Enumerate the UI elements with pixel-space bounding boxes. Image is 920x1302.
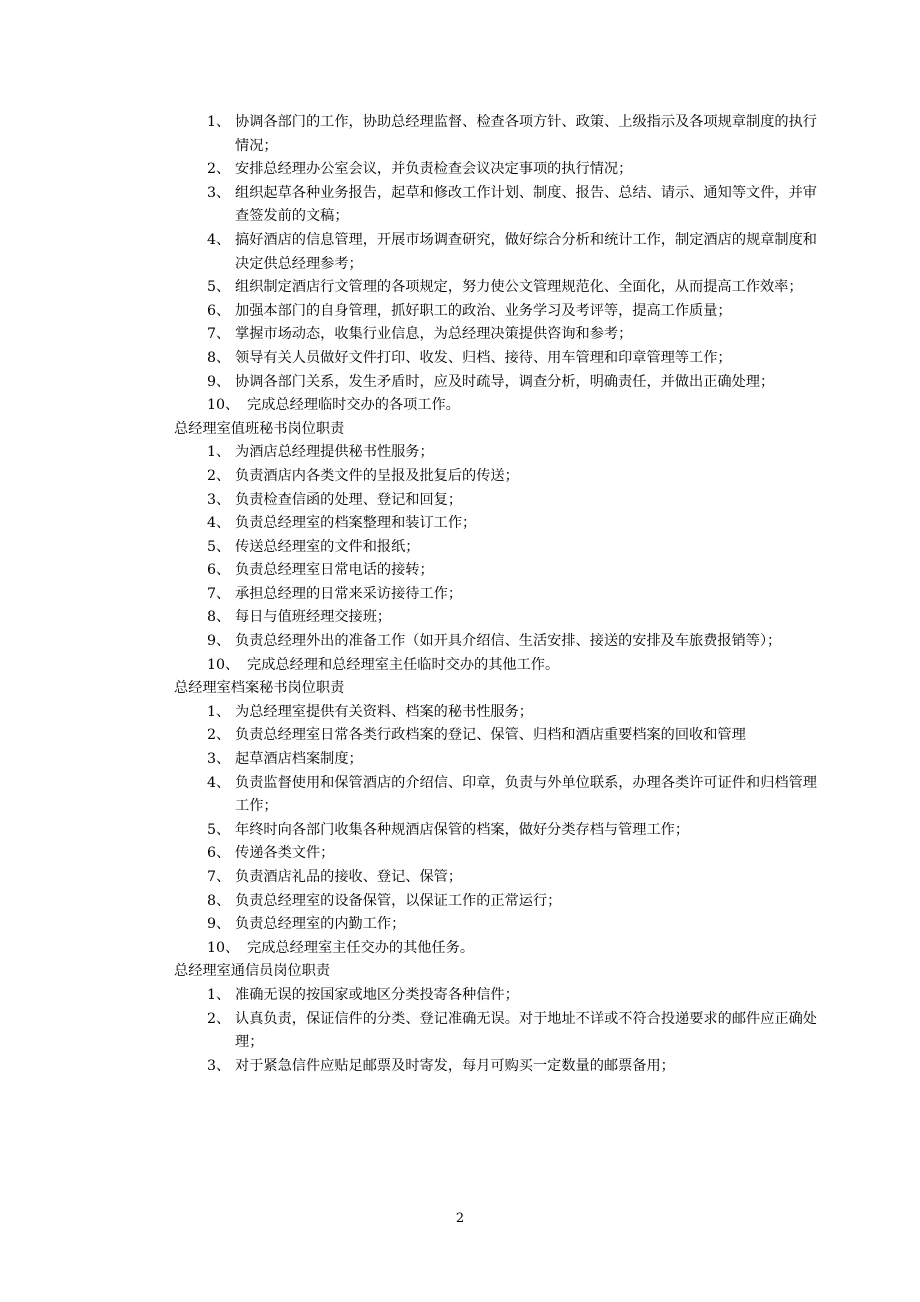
item-text: 掌握市场动态，收集行业信息，为总经理决策提供咨询和参考；	[235, 326, 633, 343]
item-text: 对于紧急信件应贴足邮票及时寄发，每月可购买一定数量的邮票备用；	[235, 1057, 675, 1074]
item-text: 搞好酒店的信息管理，开展市场调查研究，做好综合分析和统计工作，制定酒店的规章制度和决定供总经理参考；	[235, 231, 817, 272]
item-number: 6、	[207, 845, 231, 862]
item-text: 领导有关人员做好文件打印、收发、归档、接待、用车管理和印章管理等工作；	[235, 349, 732, 366]
list-item	[207, 654, 817, 678]
item-number: 5、	[207, 821, 231, 838]
item-text: 传递各类文件；	[235, 845, 335, 862]
item-number: 2、	[207, 727, 231, 744]
item-text: 安排总经理办公室会议，并负责检查会议决定事项的执行情况；	[235, 161, 633, 178]
item-text: 负责监督使用和保管酒店的介绍信、印章，负责与外单位联系，办理各类许可证件和归档管理工作；	[235, 774, 817, 815]
item-number: 2、	[207, 467, 231, 484]
item-number: 3、	[207, 751, 231, 768]
item-text: 加强本部门的自身管理，抓好职工的政治、业务学习及考评等，提高工作质量；	[235, 302, 732, 319]
item-text: 认真负责，保证信件的分类、登记准确无误。对于地址不详或不符合投递要求的邮件应正确处理；	[235, 1010, 817, 1051]
item-text: 协调各部门关系，发生矛盾时，应及时疏导，调查分析，明确责任，并做出正确处理；	[235, 373, 775, 390]
list-item	[207, 371, 817, 395]
list-item	[207, 1055, 817, 1079]
list-item	[207, 937, 817, 961]
item-number: 5、	[207, 279, 231, 296]
item-text: 负责总经理室日常各类行政档案的登记、保管、归档和酒店重要档案的回收和管理	[235, 727, 746, 744]
item-text: 负责总经理室日常电话的接转；	[235, 562, 434, 579]
list-item	[207, 323, 817, 347]
item-number: 8、	[207, 609, 231, 626]
section-heading: 总经理室通信员岗位职责	[174, 963, 331, 980]
item-number: 3、	[207, 491, 231, 508]
item-number: 7、	[207, 326, 231, 343]
item-number: 9、	[207, 633, 231, 650]
list-item	[207, 559, 817, 583]
list-item	[207, 347, 817, 371]
list-item	[207, 748, 817, 772]
list-item	[207, 465, 817, 489]
list-item	[207, 630, 817, 654]
item-text: 完成总经理室主任交办的其他任务。	[247, 939, 475, 956]
item-text: 起草酒店档案制度；	[235, 751, 363, 768]
list-item	[207, 182, 817, 229]
item-text: 负责总经理室的设备保管，以保证工作的正常运行；	[235, 892, 562, 909]
item-text: 负责总经理室的内勤工作；	[235, 916, 406, 933]
list-item	[207, 819, 817, 843]
list-item	[207, 394, 817, 418]
item-text: 年终时向各部门收集各种规酒店保管的档案，做好分类存档与管理工作；	[235, 821, 690, 838]
item-number: 9、	[207, 916, 231, 933]
item-number: 6、	[207, 562, 231, 579]
item-text: 完成总经理临时交办的各项工作。	[247, 397, 460, 414]
list-item	[207, 890, 817, 914]
item-text: 协调各部门的工作，协助总经理监督、检查各项方针、政策、上级指示及各项规章制度的执行情况；	[235, 114, 817, 154]
list-item	[207, 583, 817, 607]
list-item	[207, 229, 817, 276]
list-item	[207, 276, 817, 300]
list-item	[207, 1008, 817, 1055]
item-number: 2、	[207, 1010, 231, 1027]
list-item	[207, 724, 817, 748]
item-text: 完成总经理和总经理室主任临时交办的其他工作。	[247, 656, 560, 673]
item-number: 10、	[207, 656, 240, 673]
item-number: 10、	[207, 939, 240, 956]
item-text: 负责检查信函的处理、登记和回复；	[235, 491, 463, 508]
list-item	[207, 489, 817, 513]
item-text: 负责总经理室的档案整理和装订工作；	[235, 515, 477, 532]
list-item	[207, 536, 817, 560]
item-number: 3、	[207, 184, 231, 201]
item-text: 承担总经理的日常来采访接待工作；	[235, 585, 463, 602]
list-item	[207, 772, 817, 819]
list-item	[207, 300, 817, 324]
item-number: 9、	[207, 373, 231, 390]
item-number: 4、	[207, 515, 231, 532]
item-number: 4、	[207, 774, 231, 791]
page-number: 2	[455, 1211, 465, 1226]
item-number: 1、	[207, 986, 231, 1003]
document-body	[0, 111, 920, 1078]
item-text: 准确无误的按国家或地区分类投寄各种信件；	[235, 986, 519, 1003]
item-number: 10、	[207, 397, 240, 414]
item-text: 负责酒店礼品的接收、登记、保管；	[235, 869, 463, 885]
item-text: 组织起草各种业务报告，起草和修改工作计划、制度、报告、总结、请示、通知等文件，并审查签发前的文稿；	[235, 184, 817, 225]
item-number: 8、	[207, 349, 231, 366]
item-text: 为酒店总经理提供秘书性服务；	[235, 444, 434, 461]
item-number: 7、	[207, 869, 231, 885]
list-item	[207, 512, 817, 536]
item-number: 1、	[207, 703, 231, 720]
item-text: 负责酒店内各类文件的呈报及批复后的传送；	[235, 467, 519, 484]
list-item	[207, 158, 817, 182]
list-item	[207, 866, 817, 890]
item-number: 3、	[207, 1057, 231, 1074]
list-item	[207, 701, 817, 725]
item-text: 传送总经理室的文件和报纸；	[235, 538, 420, 555]
item-number: 1、	[207, 444, 231, 461]
item-number: 8、	[207, 892, 231, 909]
section-heading: 总经理室档案秘书岗位职责	[174, 680, 345, 697]
list-item	[207, 842, 817, 866]
item-text: 为总经理室提供有关资料、档案的秘书性服务；	[235, 703, 533, 720]
item-number: 1、	[207, 114, 231, 130]
list-item	[207, 111, 817, 158]
item-text: 负责总经理外出的准备工作（如开具介绍信、生活安排、接送的安排及车旅费报销等）；	[235, 633, 782, 650]
list-item	[207, 913, 817, 937]
list-item	[207, 606, 817, 630]
list-item	[207, 441, 817, 465]
item-number: 6、	[207, 302, 231, 319]
item-number: 4、	[207, 231, 231, 248]
item-number: 2、	[207, 161, 231, 178]
item-text: 每日与值班经理交接班；	[235, 609, 392, 626]
section-heading: 总经理室值班秘书岗位职责	[174, 420, 345, 437]
item-number: 7、	[207, 585, 231, 602]
item-number: 5、	[207, 538, 231, 555]
list-item	[207, 984, 817, 1008]
item-text: 组织制定酒店行文管理的各项规定，努力使公文管理规范化、全面化，从而提高工作效率；	[235, 279, 803, 296]
